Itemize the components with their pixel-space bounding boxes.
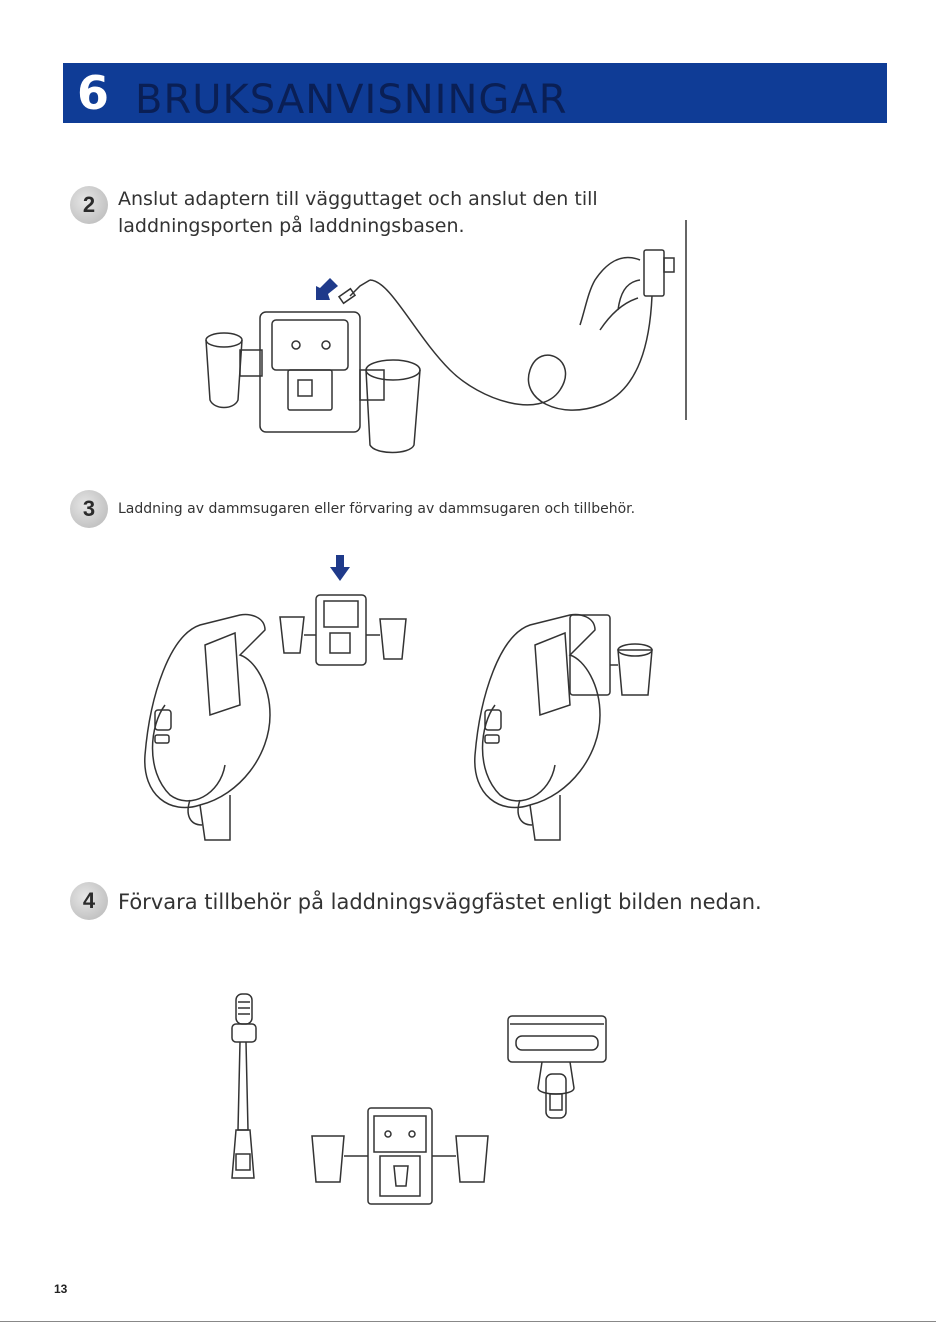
step-3 [70, 490, 635, 528]
vacuum-docking-illustration [130, 555, 670, 845]
wall-charging-base [312, 1108, 488, 1204]
step-badge: 3 [70, 490, 108, 528]
down-arrow-icon [330, 555, 350, 581]
section-number: 6 [77, 66, 110, 120]
down-arrow-icon [316, 278, 338, 300]
floor-brush [508, 1016, 606, 1118]
page-number: 13 [54, 1282, 68, 1296]
crevice-tool [232, 994, 256, 1178]
step-text: Laddning av dammsugaren eller förvaring av dammsugaren och tillbehör. [118, 501, 636, 517]
vacuum-right [475, 615, 652, 840]
section-header [63, 63, 887, 123]
charging-base-adapter-illustration [200, 220, 700, 460]
step-4 [70, 882, 762, 922]
step-text: Förvara tillbehör på laddningsväggfästet enligt bilden nedan. [118, 890, 762, 914]
accessories-storage-illustration [220, 990, 620, 1210]
vacuum-left [145, 615, 270, 840]
step-badge: 2 [70, 186, 108, 224]
section-title: BRUKSANVISNINGAR [135, 77, 568, 123]
step-badge: 4 [70, 882, 108, 920]
step-text: Anslut adaptern till vägguttaget och anslut den till laddningsporten på laddningsbasen. [118, 188, 598, 237]
footer-rule [0, 1321, 936, 1322]
